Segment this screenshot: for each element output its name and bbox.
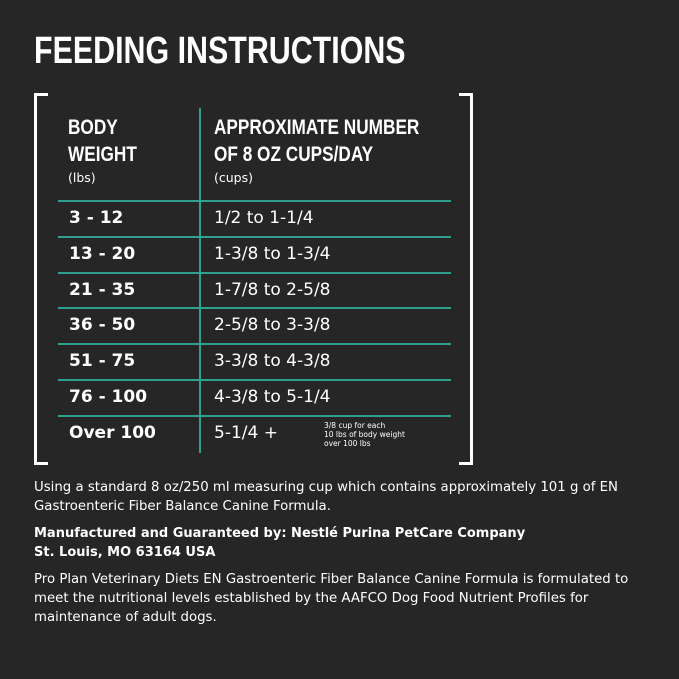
- table-row: [58, 343, 451, 379]
- weight-cell: 76 - 100: [69, 386, 148, 407]
- aafco-statement: Pro Plan Veterinary Diets EN Gastroenteric Fiber Balance Canine Formula is formulated to meet the nutritional levels established by the AAFCO Dog Food Nutrient Profiles for maintenance of adult dogs.: [34, 572, 629, 625]
- cups-cell: 5-1/4 +: [214, 422, 278, 443]
- header-body-weight: [68, 114, 152, 186]
- table-bracket-left: [34, 93, 48, 465]
- header-body-weight-line2: WEIGHT: [68, 143, 137, 166]
- header-cups-unit: (cups): [214, 170, 253, 185]
- note-line2: 10 lbs of body weight: [324, 429, 405, 439]
- header-cups-line1: APPROXIMATE NUMBER: [214, 116, 420, 139]
- note-line1: 3/8 cup for each: [324, 420, 386, 430]
- manufacturer-info: [34, 524, 649, 562]
- weight-cell: 36 - 50: [69, 315, 136, 336]
- cups-cell: 1/2 to 1-1/4: [214, 208, 314, 228]
- manufacturer-line1: Manufactured and Guaranteed by: Nestlé Purina PetCare Company: [34, 526, 526, 541]
- cups-cell: 2-5/8 to 3-3/8: [214, 315, 331, 336]
- header-cups-line2: OF 8 OZ CUPS/DAY: [214, 143, 374, 166]
- note-line3: over 100 lbs: [324, 438, 371, 448]
- feeding-table: [58, 200, 451, 451]
- header-cups-per-day: [214, 114, 464, 186]
- measuring-cup-note: Using a standard 8 oz/250 ml measuring cup which contains approximately 101 g of EN Gastroenteric Fiber Balance Canine Formula.: [34, 480, 619, 514]
- cups-cell: 1-7/8 to 2-5/8: [214, 279, 331, 300]
- table-row: [58, 307, 451, 343]
- table-row: [58, 379, 451, 415]
- table-row: [58, 415, 451, 451]
- weight-cell: 3 - 12: [69, 208, 124, 228]
- header-body-weight-unit: (lbs): [68, 170, 96, 185]
- weight-cell: 21 - 35: [69, 279, 136, 300]
- weight-cell: 13 - 20: [69, 243, 136, 264]
- table-row: [58, 200, 451, 236]
- cups-cell: 4-3/8 to 5-1/4: [214, 386, 331, 407]
- weight-cell: Over 100: [69, 422, 156, 443]
- header-body-weight-line1: BODY: [68, 116, 118, 139]
- cups-cell: 3-3/8 to 4-3/8: [214, 351, 331, 372]
- weight-cell: 51 - 75: [69, 351, 136, 372]
- cups-cell: 1-3/8 to 1-3/4: [214, 243, 331, 264]
- over-100-note: [324, 421, 405, 448]
- table-row: [58, 272, 451, 308]
- manufacturer-line2: St. Louis, MO 63164 USA: [34, 545, 216, 560]
- table-row: [58, 236, 451, 272]
- page-title: FEEDING INSTRUCTIONS: [34, 30, 406, 72]
